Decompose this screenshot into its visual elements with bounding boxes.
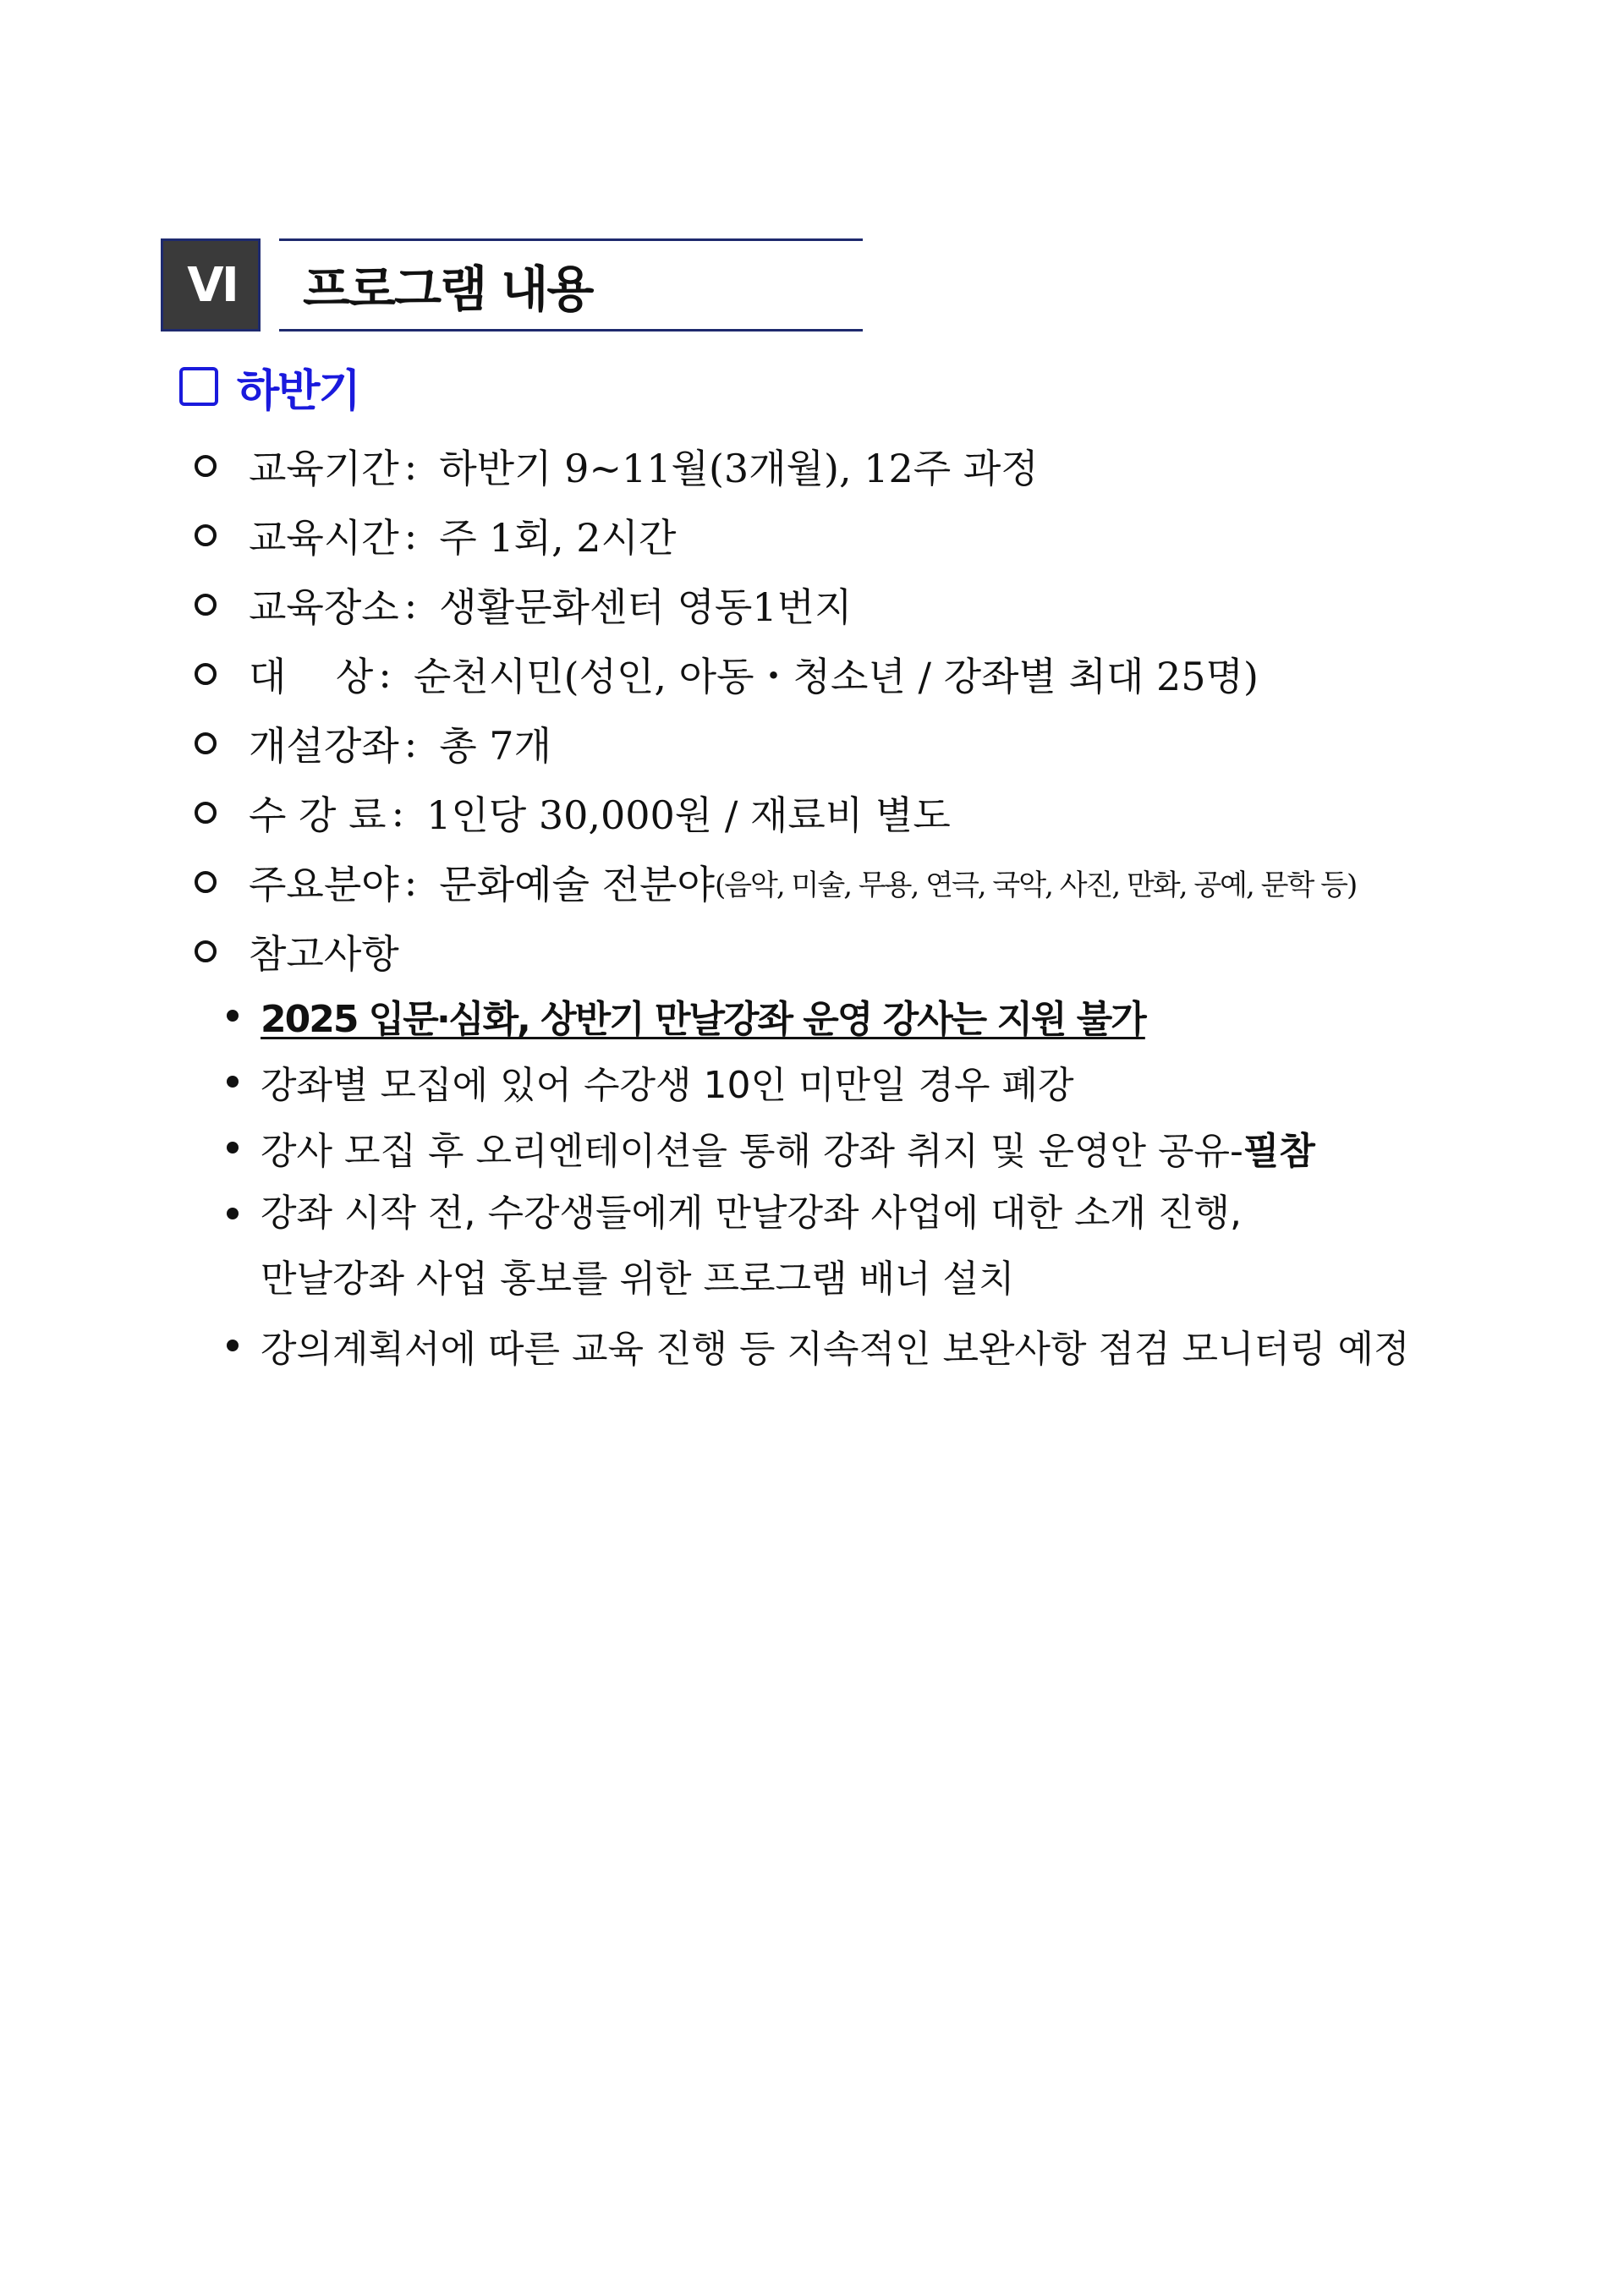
circle-bullet-icon [195, 594, 217, 616]
info-label: 개설강좌 [249, 723, 399, 769]
info-item-place [195, 570, 1514, 639]
note-text: 강좌별 모집에 있어 수강생 10인 미만일 경우 폐강 [261, 1064, 1074, 1107]
info-label: 교육기간 [249, 446, 399, 491]
section-number-badge: Ⅵ [161, 238, 261, 332]
info-value: 순천시민(성인, 아동・청소년 / 강좌별 최대 25명) [413, 654, 1259, 699]
info-value: 1인당 30,000원 / 재료비 별도 [426, 792, 951, 838]
note-item [227, 1312, 1529, 1378]
info-note: (음악, 미술, 무용, 연극, 국악, 사진, 만화, 공예, 문학 등) [714, 868, 1357, 902]
label-colon: : [403, 443, 418, 489]
info-item-fee [195, 778, 1514, 847]
circle-bullet-icon [195, 732, 217, 754]
note-emphasis: 필참 [1243, 1130, 1315, 1173]
dot-bullet-icon [227, 1076, 239, 1088]
info-label: 주요분야 [249, 862, 399, 907]
info-label: 대 상 [249, 654, 374, 699]
info-value: 주 1회, 2시간 [439, 515, 677, 561]
info-value: 생활문화센터 영동1번지 [439, 584, 853, 630]
label-colon: : [403, 582, 418, 627]
section-title: 프로그램 내용 [303, 260, 593, 318]
note-text: 2025 입문‧심화, 상반기 만날강좌 운영 강사는 지원 불가 [261, 998, 1145, 1041]
note-text: 강의계획서에 따른 교육 진행 등 지속적인 보완사항 점검 모니터링 예정 [261, 1328, 1410, 1371]
dot-bullet-icon [227, 1010, 239, 1022]
info-list [195, 431, 1514, 986]
notes-list [227, 983, 1529, 1378]
note-item [227, 1049, 1529, 1115]
label-colon: : [391, 790, 405, 836]
note-text-line: 만날강좌 사업 홍보를 위한 프로그램 배너 설치 [261, 1258, 1015, 1301]
info-item-target [195, 639, 1514, 709]
info-value: 문화예술 전분야 [439, 862, 715, 907]
info-value: 하반기 9~11월(3개월), 12주 과정 [439, 446, 1039, 491]
circle-bullet-icon [195, 871, 217, 893]
circle-bullet-icon [195, 524, 217, 546]
label-colon: : [378, 651, 392, 697]
circle-bullet-icon [195, 940, 217, 962]
note-item [227, 1181, 1529, 1312]
info-label: 수 강 료 [249, 792, 387, 838]
info-item-courses [195, 709, 1514, 778]
info-label: 교육장소 [249, 584, 399, 630]
info-label: 참고사항 [249, 931, 399, 977]
note-item [227, 983, 1529, 1049]
circle-bullet-icon [195, 802, 217, 824]
dot-bullet-icon [227, 1208, 239, 1219]
circle-bullet-icon [195, 663, 217, 685]
square-icon [179, 367, 218, 406]
info-item-fields [195, 847, 1514, 917]
note-text-block [261, 1181, 1242, 1312]
dot-bullet-icon [227, 1142, 239, 1153]
circle-bullet-icon [195, 455, 217, 477]
subsection-title: 하반기 [237, 365, 359, 417]
note-item [227, 1115, 1529, 1181]
info-item-period [195, 431, 1514, 501]
label-colon: : [403, 721, 418, 766]
section-header [161, 238, 863, 332]
label-colon: : [403, 859, 418, 905]
info-value: 총 7개 [439, 723, 552, 769]
note-text-line: 강좌 시작 전, 수강생들에게 만날강좌 사업에 대한 소개 진행, [261, 1192, 1242, 1235]
label-colon: : [403, 512, 418, 558]
info-item-notes [195, 917, 1514, 986]
dot-bullet-icon [227, 1340, 239, 1351]
info-label: 교육시간 [249, 515, 399, 561]
note-text: 강사 모집 후 오리엔테이션을 통해 강좌 취지 및 운영안 공유- [261, 1130, 1243, 1173]
subsection-heading [179, 357, 359, 416]
info-item-time [195, 501, 1514, 570]
section-title-box [279, 238, 863, 332]
